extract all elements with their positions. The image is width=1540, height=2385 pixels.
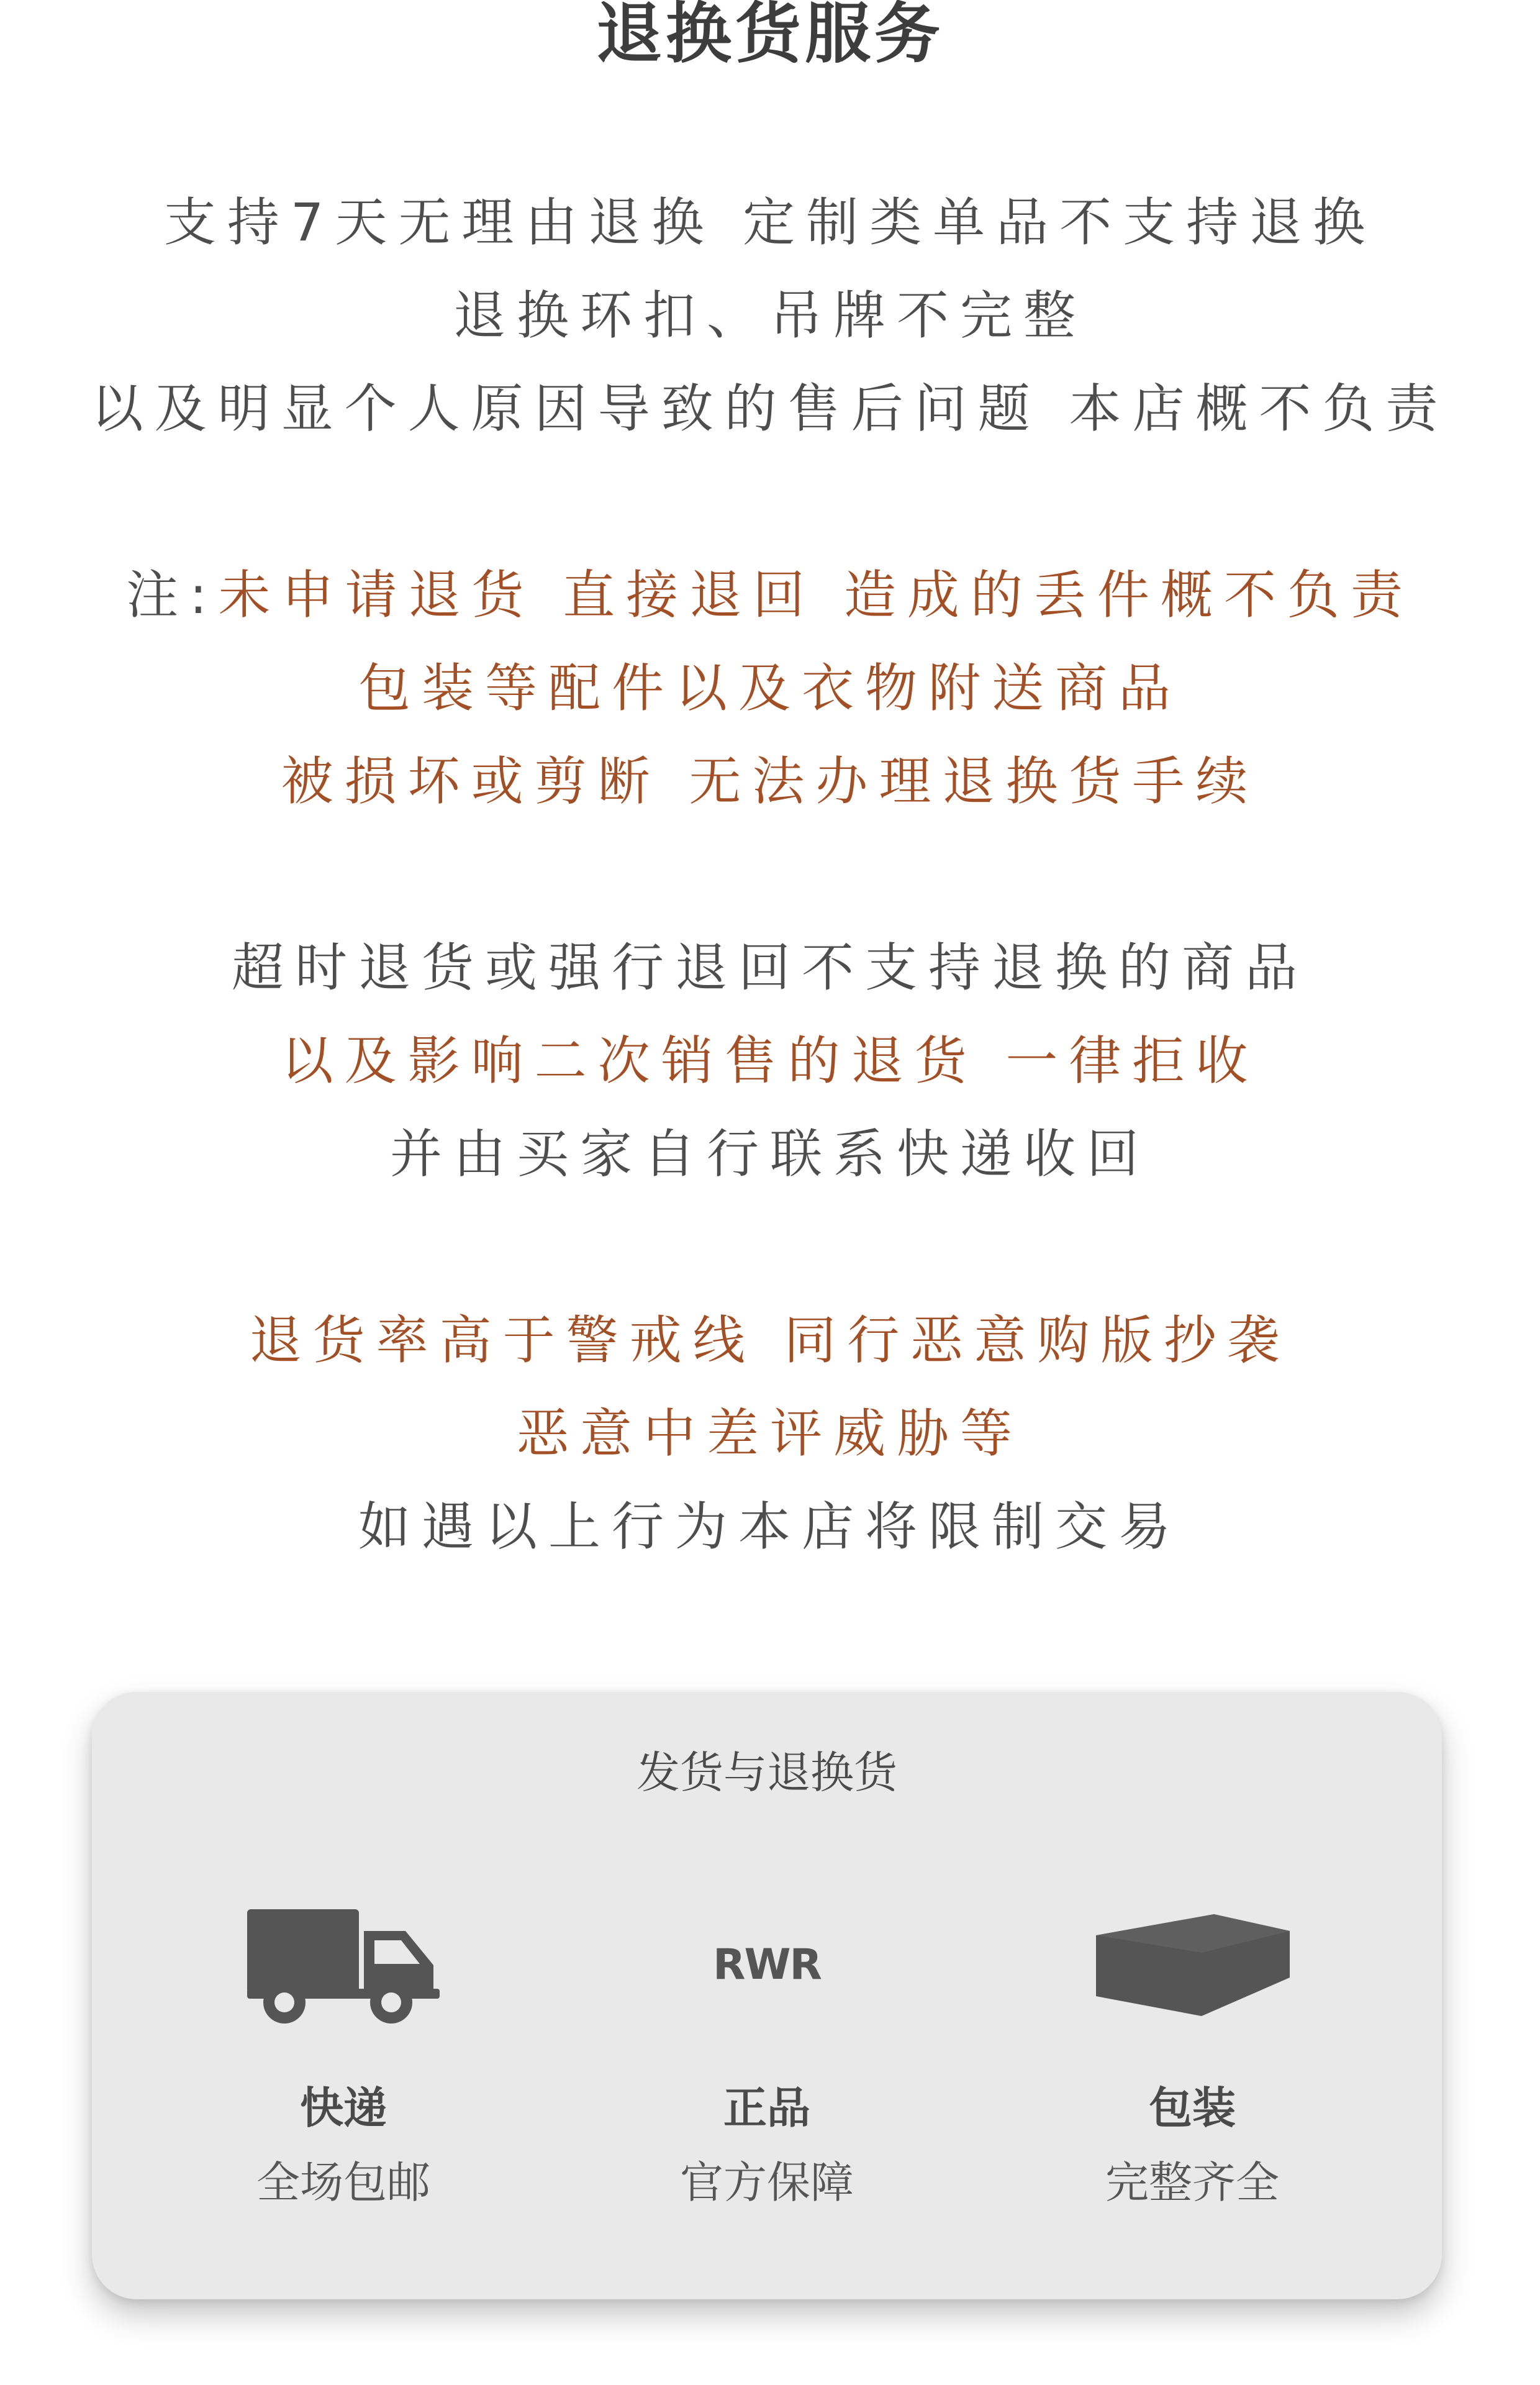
policy-line: 支持7天无理由退换 定制类单品不支持退换 bbox=[163, 192, 1377, 253]
feature-sub: 完整齐全 bbox=[1105, 2157, 1279, 2208]
feature-sub: 官方保障 bbox=[680, 2157, 854, 2208]
policy-line: 退货率高于警戒线 同行恶意购版抄袭 bbox=[249, 1310, 1291, 1371]
policy-line: 退换环扣、吊牌不完整 bbox=[453, 285, 1087, 346]
policy-line: 如遇以上行为本店将限制交易 bbox=[358, 1496, 1182, 1557]
note-line bbox=[0, 564, 1540, 626]
note-prefix: 注: bbox=[126, 565, 219, 625]
policy-line: 恶意中差评威胁等 bbox=[516, 1403, 1023, 1464]
policy-line: 以及影响二次销售的退货 一律拒收 bbox=[281, 1030, 1259, 1091]
feature-sub: 全场包邮 bbox=[256, 2157, 430, 2208]
feature-packaging bbox=[1018, 1903, 1366, 2207]
card-title: 发货与退换货 bbox=[636, 1747, 897, 1798]
feature-label: 包装 bbox=[1149, 2083, 1236, 2133]
brand-logo-text: RWR bbox=[713, 1943, 821, 1987]
box-icon bbox=[1018, 1903, 1366, 2027]
policy-line: 并由买家自行联系快递收回 bbox=[389, 1124, 1150, 1184]
note-text: 未申请退货 直接退回 造成的丢件概不负责 bbox=[218, 565, 1414, 625]
policy-line: 超时退货或强行退回不支持退换的商品 bbox=[231, 937, 1308, 998]
policy-line: 以及明显个人原因导致的售后问题 本店概不负责 bbox=[91, 378, 1449, 439]
truck-icon bbox=[170, 1903, 517, 2027]
service-card bbox=[92, 1692, 1442, 2299]
page-title: 退换货服务 bbox=[596, 0, 944, 72]
policy-line: 被损坏或剪断 无法办理退换货手续 bbox=[281, 751, 1259, 812]
feature-authentic bbox=[593, 1903, 941, 2207]
policy-line: 包装等配件以及衣物附送商品 bbox=[358, 658, 1182, 719]
brand-logo bbox=[593, 1903, 941, 2027]
feature-shipping bbox=[170, 1903, 517, 2207]
feature-label: 正品 bbox=[723, 2083, 810, 2133]
feature-label: 快递 bbox=[300, 2083, 387, 2133]
